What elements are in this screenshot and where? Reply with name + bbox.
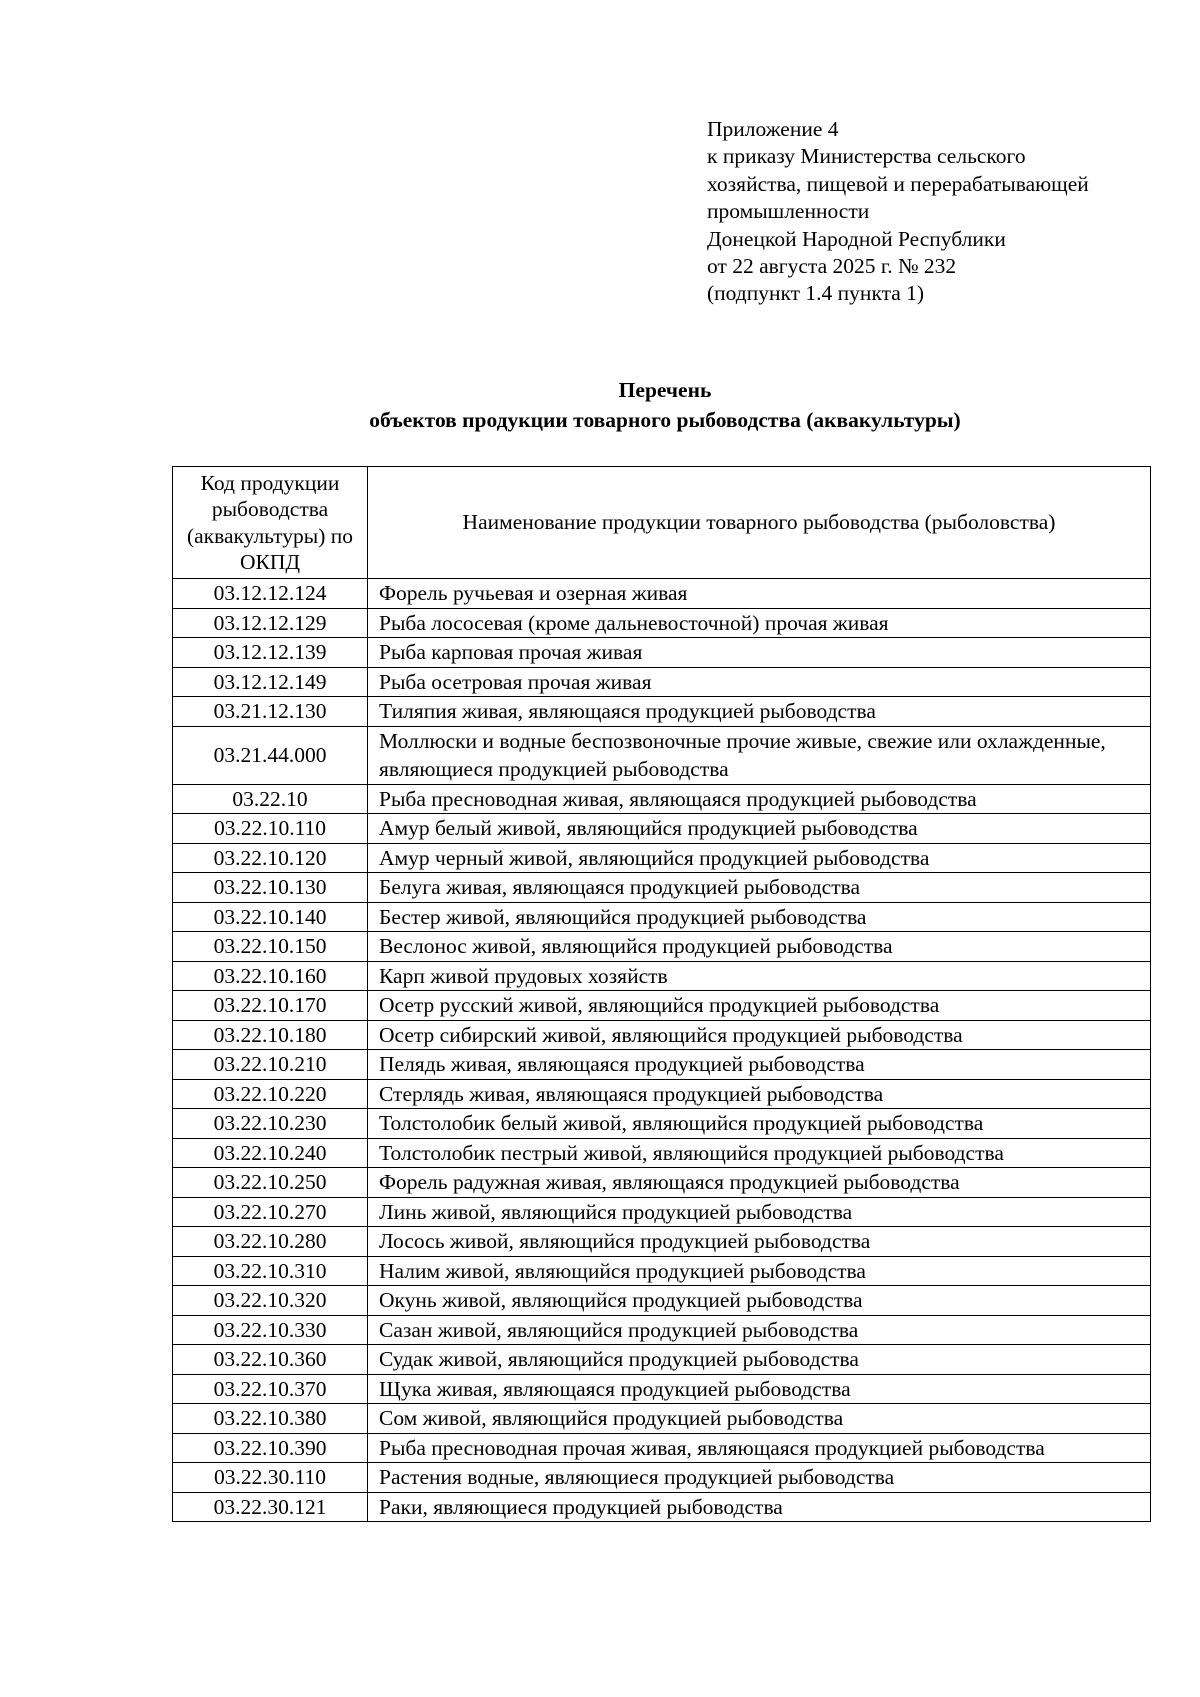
table-row [173,579,1151,609]
table-row [173,1020,1151,1050]
cell-code: 03.22.10.280 [173,1227,368,1257]
table-header-row [173,467,1151,579]
cell-name: Пелядь живая, являющаяся продукцией рыбоводства [368,1050,1151,1080]
cell-code: 03.12.12.129 [173,608,368,638]
cell-code: 03.22.10.270 [173,1197,368,1227]
table-row [173,1227,1151,1257]
table-row [173,932,1151,962]
cell-name: Тиляпия живая, являющаяся продукцией рыбоводства [368,697,1151,727]
table-row [173,1433,1151,1463]
cell-code: 03.22.10.150 [173,932,368,962]
appendix-line: Приложение 4 [707,117,839,141]
cell-name: Растения водные, являющиеся продукцией рыбоводства [368,1463,1151,1493]
cell-name: Толстолобик пестрый живой, являющийся продукцией рыбоводства [368,1138,1151,1168]
cell-name: Судак живой, являющийся продукцией рыбоводства [368,1345,1151,1375]
cell-name: Веслонос живой, являющийся продукцией рыбоводства [368,932,1151,962]
cell-code: 03.22.10.220 [173,1079,368,1109]
cell-code: 03.21.12.130 [173,697,368,727]
cell-code: 03.22.10.330 [173,1315,368,1345]
title-line-2: объектов продукции товарного рыбоводства (аквакультуры) [369,408,961,432]
table-row [173,1138,1151,1168]
table-row [173,1463,1151,1493]
header-code: Код продукции рыбоводства (аквакультуры) по ОКПД [173,467,368,579]
document-title [0,375,1200,435]
cell-name: Моллюски и водные беспозвоночные прочие живые, свежие или охлажденные, являющиеся продукцией рыбоводства [368,726,1151,784]
cell-name: Налим живой, являющийся продукцией рыбоводства [368,1256,1151,1286]
table-row [173,1315,1151,1345]
table-row [173,1492,1151,1522]
cell-code: 03.22.10.120 [173,843,368,873]
cell-name: Амур белый живой, являющийся продукцией рыбоводства [368,814,1151,844]
cell-code: 03.22.10.320 [173,1286,368,1316]
table-row [173,784,1151,814]
cell-name: Окунь живой, являющийся продукцией рыбоводства [368,1286,1151,1316]
cell-code: 03.22.10.250 [173,1168,368,1198]
table-row [173,726,1151,784]
table-row [173,991,1151,1021]
cell-code: 03.22.10.140 [173,902,368,932]
cell-code: 03.22.10.380 [173,1404,368,1434]
appendix-reference [707,116,1089,308]
appendix-line: хозяйства, пищевой и перерабатывающей [707,171,1089,196]
cell-code: 03.22.10.390 [173,1433,368,1463]
cell-code: 03.22.10.110 [173,814,368,844]
cell-code: 03.22.10.310 [173,1256,368,1286]
table-row [173,638,1151,668]
cell-name: Раки, являющиеся продукцией рыбоводства [368,1492,1151,1522]
table-row [173,1404,1151,1434]
table-row [173,902,1151,932]
cell-code: 03.12.12.124 [173,579,368,609]
table-row [173,961,1151,991]
cell-code: 03.22.10.240 [173,1138,368,1168]
table-body [173,579,1151,1522]
cell-code: 03.22.10.230 [173,1109,368,1139]
cell-name: Форель ручьевая и озерная живая [368,579,1151,609]
cell-code: 03.22.10.130 [173,873,368,903]
cell-name: Осетр сибирский живой, являющийся продукцией рыбоводства [368,1020,1151,1050]
cell-name: Рыба карповая прочая живая [368,638,1151,668]
appendix-line: промышленности [707,199,870,224]
table-row [173,1168,1151,1198]
cell-code: 03.22.10.370 [173,1374,368,1404]
cell-name: Амур черный живой, являющийся продукцией рыбоводства [368,843,1151,873]
table-row [173,1050,1151,1080]
cell-name: Сом живой, являющийся продукцией рыбоводства [368,1404,1151,1434]
cell-name: Стерлядь живая, являющаяся продукцией рыбоводства [368,1079,1151,1109]
cell-code: 03.22.10.170 [173,991,368,1021]
table-row [173,1079,1151,1109]
table-row [173,814,1151,844]
cell-code: 03.22.10.360 [173,1345,368,1375]
cell-name: Толстолобик белый живой, являющийся продукцией рыбоводства [368,1109,1151,1139]
appendix-line: от 22 августа 2025 г. № 232 [707,254,957,279]
table-row [173,873,1151,903]
cell-code: 03.22.10.180 [173,1020,368,1050]
products-table [172,466,1151,1522]
cell-code: 03.22.30.121 [173,1492,368,1522]
title-line-1: Перечень [618,378,712,402]
cell-name: Белуга живая, являющаяся продукцией рыбоводства [368,873,1151,903]
cell-name: Форель радужная живая, являющаяся продукцией рыбоводства [368,1168,1151,1198]
cell-name: Рыба пресноводная прочая живая, являющаяся продукцией рыбоводства [368,1433,1151,1463]
cell-code: 03.12.12.139 [173,638,368,668]
header-name: Наименование продукции товарного рыбоводства (рыболовства) [368,467,1151,579]
cell-name: Линь живой, являющийся продукцией рыбоводства [368,1197,1151,1227]
cell-code: 03.22.30.110 [173,1463,368,1493]
cell-code: 03.21.44.000 [173,726,368,784]
cell-code: 03.22.10.210 [173,1050,368,1080]
cell-code: 03.22.10 [173,784,368,814]
appendix-line: (подпункт 1.4 пункта 1) [707,281,925,306]
table-row [173,1345,1151,1375]
appendix-line: Донецкой Народной Республики [707,226,1006,251]
cell-name: Сазан живой, являющийся продукцией рыбоводства [368,1315,1151,1345]
appendix-line: к приказу Министерства сельского [707,144,1026,169]
table-row [173,1374,1151,1404]
table-row [173,843,1151,873]
table-row [173,1197,1151,1227]
cell-name: Рыба осетровая прочая живая [368,667,1151,697]
cell-name: Рыба пресноводная живая, являющаяся продукцией рыбоводства [368,784,1151,814]
cell-name: Рыба лососевая (кроме дальневосточной) прочая живая [368,608,1151,638]
cell-name: Бестер живой, являющийся продукцией рыбоводства [368,902,1151,932]
table-row [173,1286,1151,1316]
table-row [173,1256,1151,1286]
cell-code: 03.22.10.160 [173,961,368,991]
cell-name: Осетр русский живой, являющийся продукцией рыбоводства [368,991,1151,1021]
table-row [173,1109,1151,1139]
table-row [173,608,1151,638]
cell-name: Лосось живой, являющийся продукцией рыбоводства [368,1227,1151,1257]
cell-name: Щука живая, являющаяся продукцией рыбоводства [368,1374,1151,1404]
table-row [173,697,1151,727]
cell-name: Карп живой прудовых хозяйств [368,961,1151,991]
table-row [173,667,1151,697]
cell-code: 03.12.12.149 [173,667,368,697]
